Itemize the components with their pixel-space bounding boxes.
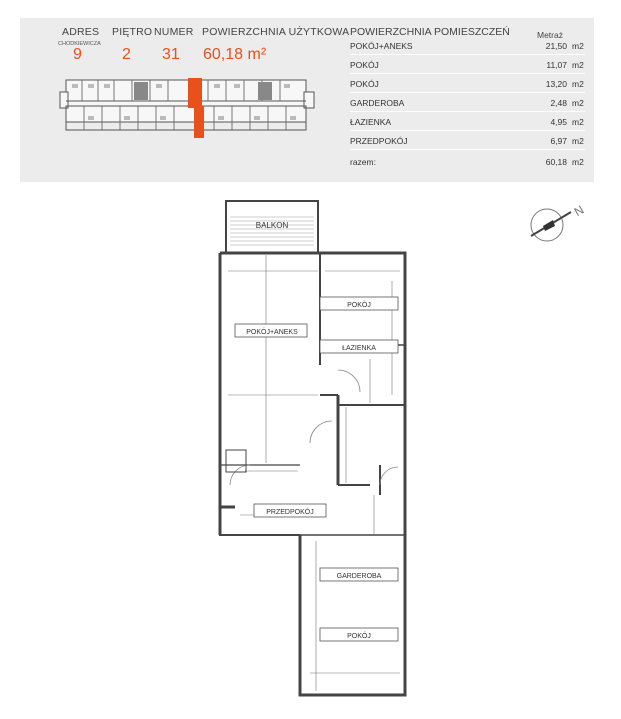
- room-area: 6,97: [550, 136, 567, 146]
- room-name: POKÓJ: [350, 79, 379, 89]
- plan-label-hall: PRZEDPOKÓJ: [266, 509, 314, 516]
- apartment-summary-card: [20, 18, 594, 182]
- floor-value: 2: [122, 46, 131, 63]
- total-area: 60,18: [545, 157, 567, 167]
- area-label: POWIERZCHNIA UŻYTKOWA: [202, 26, 350, 38]
- metraz-header: Metraż: [537, 30, 563, 40]
- number-value: 31: [162, 46, 180, 63]
- room-name: POKÓJ: [350, 60, 379, 70]
- number-label: NUMER: [154, 26, 194, 38]
- area-value: 60,18 m²: [203, 46, 267, 63]
- room-name: GARDEROBA: [350, 98, 405, 108]
- total-row: [350, 152, 585, 170]
- plan-label-bath: ŁAZIENKA: [342, 345, 376, 352]
- room-row: [350, 74, 585, 93]
- compass-north-label: N: [571, 202, 587, 220]
- plan-label-living: POKÓJ+ANEKS: [246, 329, 298, 336]
- total-label: razem:: [350, 157, 376, 167]
- room-unit: m2: [572, 136, 584, 146]
- room-row: [350, 36, 585, 55]
- total-unit: m2: [572, 157, 584, 167]
- room-area: 4,95: [550, 117, 567, 127]
- room-row: [350, 131, 585, 150]
- plan-label-wardrobe: GARDEROBA: [336, 573, 382, 580]
- room-name: ŁAZIENKA: [350, 117, 392, 127]
- room-unit: m2: [572, 117, 584, 127]
- building-key-plan: [58, 70, 320, 150]
- room-unit: m2: [572, 41, 584, 51]
- plan-label-balcony: BALKON: [255, 221, 289, 230]
- room-unit: m2: [572, 79, 584, 89]
- rooms-title: POWIERZCHNIA POMIESZCZEŃ: [350, 26, 510, 38]
- street-label: CHODKIEWICZA: [58, 41, 101, 47]
- address-label: ADRES: [62, 26, 100, 38]
- room-unit: m2: [572, 98, 584, 108]
- plan-label-room1: POKÓJ: [347, 302, 371, 309]
- room-row: [350, 93, 585, 112]
- floor-plan: [200, 195, 620, 715]
- room-area: 2,48: [550, 98, 567, 108]
- room-row: [350, 112, 585, 131]
- room-area: 21,50: [545, 41, 567, 51]
- room-area: 13,20: [545, 79, 567, 89]
- address-value: 9: [73, 46, 82, 63]
- room-name: POKÓJ+ANEKS: [350, 41, 413, 51]
- room-name: PRZEDPOKÓJ: [350, 136, 408, 146]
- room-unit: m2: [572, 60, 584, 70]
- floor-label: PIĘTRO: [112, 26, 153, 38]
- room-row: [350, 55, 585, 74]
- room-area: 11,07: [546, 60, 567, 70]
- plan-label-room2: POKÓJ: [347, 633, 371, 640]
